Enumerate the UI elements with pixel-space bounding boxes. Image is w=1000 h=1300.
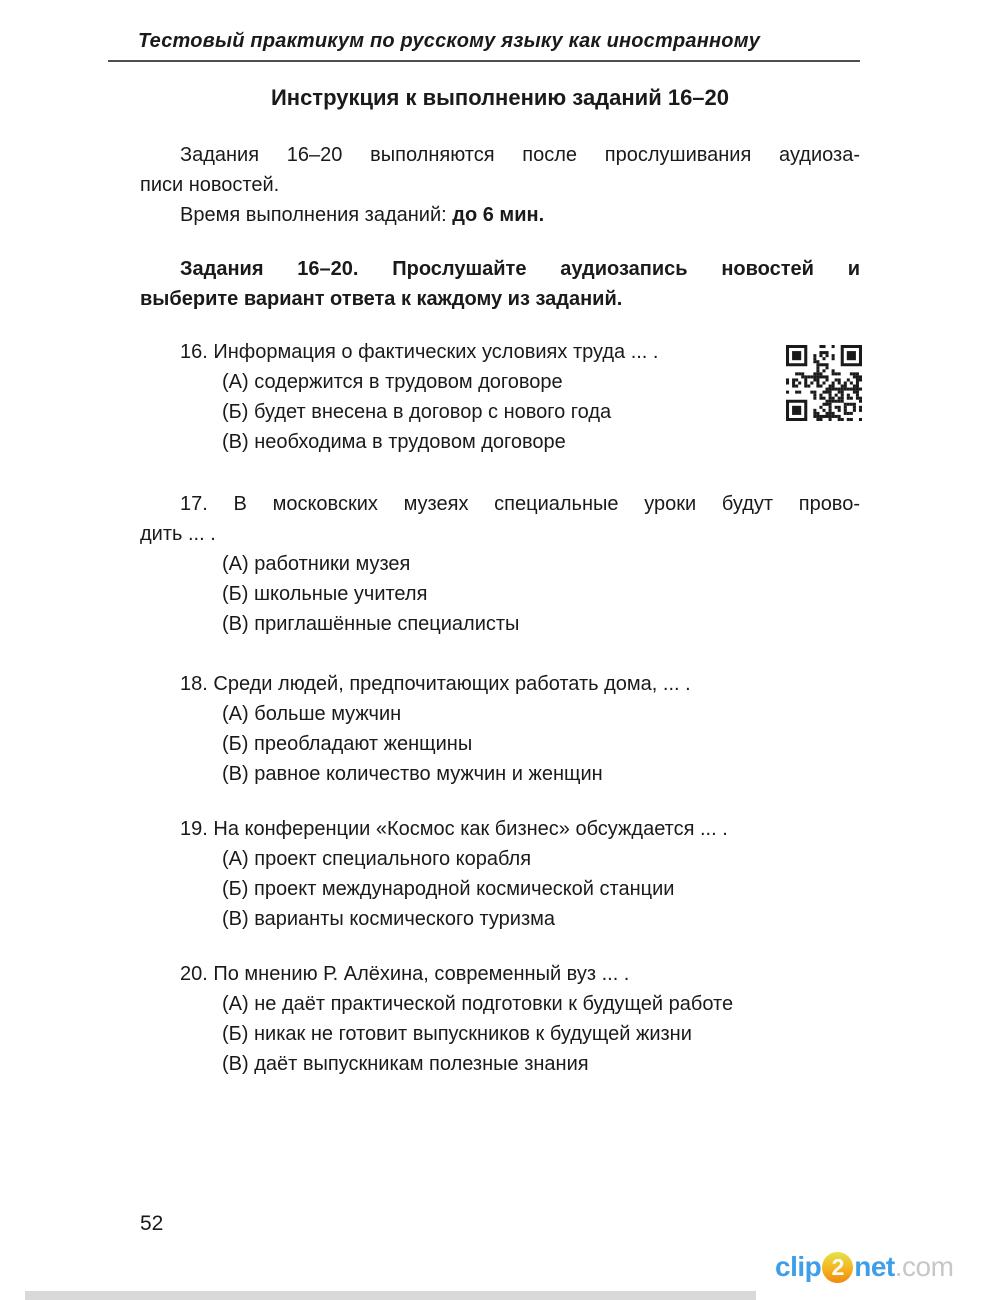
watermark-com-text: .com <box>894 1251 954 1282</box>
time-limit-value: до 6 мин. <box>452 204 545 226</box>
question-stem-text: В московских музеях специальные уроки будут прово- <box>233 493 860 515</box>
intro-line-1: Задания 16–20 выполняются после прослушивания аудиоза- <box>180 144 860 166</box>
option-text: никак не готовит выпускников к будущей жизни <box>254 1023 692 1045</box>
task-instruction <box>140 254 860 314</box>
question-number: 18. <box>180 673 208 695</box>
option-label: (Б) <box>222 878 249 900</box>
question-18 <box>140 669 860 789</box>
time-limit-line <box>140 200 860 230</box>
question-19-options <box>222 844 860 934</box>
header-rule <box>108 60 860 62</box>
intro-line-2: писи новостей. <box>140 174 280 196</box>
option-text: даёт выпускникам полезные знания <box>254 1053 589 1075</box>
option-label: (Б) <box>222 733 249 755</box>
option-text: не даёт практической подготовки к будущей работе <box>254 993 734 1015</box>
question-number: 17. <box>180 493 208 515</box>
option-row <box>222 1049 860 1079</box>
option-row <box>222 699 860 729</box>
option-text: проект международной космической станции <box>254 878 675 900</box>
option-text: равное количество мужчин и женщин <box>254 763 603 785</box>
option-row <box>222 367 860 397</box>
option-label: (В) <box>222 613 249 635</box>
question-number: 19. <box>180 818 208 840</box>
page-number: 52 <box>140 1212 164 1235</box>
question-17-stem-line-1 <box>140 489 860 519</box>
task-instruction-line-1: Задания 16–20. Прослушайте аудиозапись новостей и <box>180 258 860 280</box>
question-number: 20. <box>180 963 208 985</box>
option-label: (А) <box>222 993 249 1015</box>
question-stem-text: Среди людей, предпочитающих работать дома, ... . <box>213 673 691 695</box>
question-18-stem <box>140 669 860 699</box>
time-limit-label: Время выполнения заданий: <box>180 204 453 226</box>
option-label: (Б) <box>222 583 249 605</box>
option-label: (В) <box>222 1053 249 1075</box>
option-label: (А) <box>222 553 249 575</box>
option-text: необходима в трудовом договоре <box>254 431 566 453</box>
option-label: (Б) <box>222 1023 249 1045</box>
watermark-clip-text: clip <box>775 1251 822 1282</box>
question-18-options <box>222 699 860 789</box>
option-row <box>222 729 860 759</box>
option-text: школьные учителя <box>254 583 428 605</box>
question-16 <box>140 337 860 457</box>
option-label: (В) <box>222 431 249 453</box>
option-label: (А) <box>222 371 249 393</box>
option-label: (А) <box>222 703 249 725</box>
option-row <box>222 759 860 789</box>
option-row <box>222 397 860 427</box>
option-row <box>222 609 860 639</box>
option-row <box>222 549 860 579</box>
question-stem-text: На конференции «Космос как бизнес» обсуждается ... . <box>213 818 728 840</box>
option-label: (В) <box>222 763 249 785</box>
question-20 <box>140 959 860 1079</box>
option-text: работники музея <box>254 553 411 575</box>
question-number: 16. <box>180 341 208 363</box>
question-17 <box>140 489 860 639</box>
option-text: преобладают женщины <box>254 733 473 755</box>
option-text: проект специального корабля <box>254 848 532 870</box>
option-row <box>222 579 860 609</box>
clip2net-watermark <box>775 1251 953 1283</box>
content-column <box>140 140 860 1079</box>
question-19 <box>140 814 860 934</box>
qr-code <box>786 345 862 421</box>
option-text: будет внесена в договор с нового года <box>254 401 612 423</box>
watermark-two-badge: 2 <box>822 1252 853 1283</box>
question-17-options <box>222 549 860 639</box>
question-16-stem <box>140 337 860 367</box>
option-text: варианты космического туризма <box>254 908 556 930</box>
running-header: Тестовый практикум по русскому языку как иностранному <box>138 30 761 52</box>
question-stem-text: По мнению Р. Алёхина, современный вуз ... . <box>213 963 630 985</box>
page-title: Инструкция к выполнению заданий 16–20 <box>270 85 730 110</box>
option-text: приглашённые специалисты <box>254 613 520 635</box>
option-row <box>222 427 860 457</box>
option-text: содержится в трудовом договоре <box>254 371 563 393</box>
watermark-net-text: net <box>854 1251 895 1282</box>
question-16-options <box>222 367 860 457</box>
horizontal-scrollbar[interactable] <box>25 1291 756 1300</box>
option-row <box>222 989 860 1019</box>
option-row <box>222 904 860 934</box>
option-label: (А) <box>222 848 249 870</box>
question-stem-text: Информация о фактических условиях труда ... . <box>213 341 659 363</box>
qr-code-image <box>786 345 862 421</box>
question-20-stem <box>140 959 860 989</box>
option-row <box>222 874 860 904</box>
question-19-stem <box>140 814 860 844</box>
option-text: больше мужчин <box>254 703 402 725</box>
option-label: (В) <box>222 908 249 930</box>
question-20-options <box>222 989 860 1079</box>
question-17-stem-line-2: дить ... . <box>140 523 216 545</box>
option-row <box>222 1019 860 1049</box>
intro-paragraph <box>140 140 860 200</box>
task-instruction-line-2: выберите вариант ответа к каждому из заданий. <box>140 288 623 310</box>
option-label: (Б) <box>222 401 249 423</box>
option-row <box>222 844 860 874</box>
